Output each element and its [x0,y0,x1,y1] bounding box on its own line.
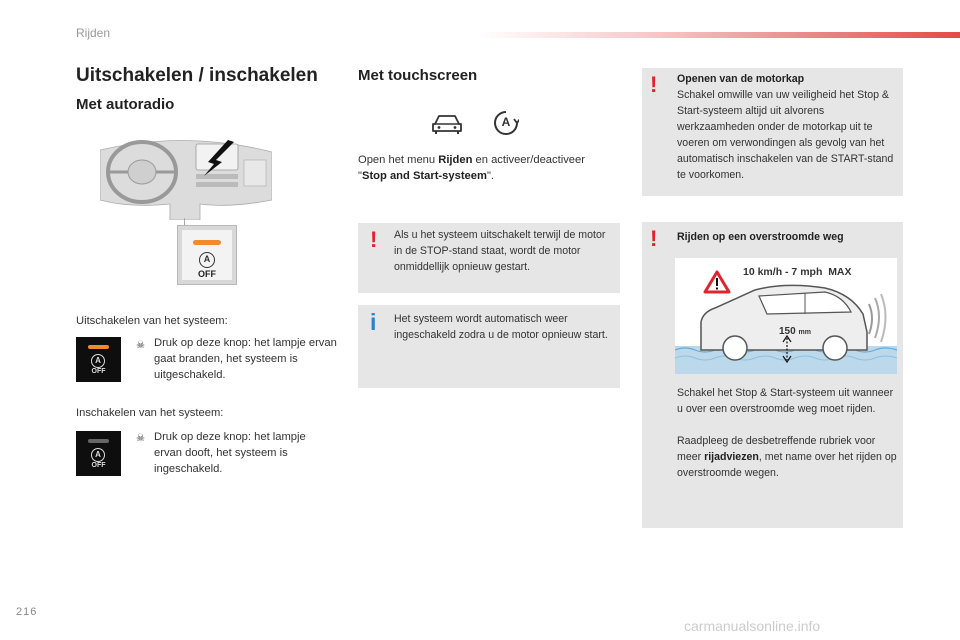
dashboard-illustration [100,130,272,220]
info-box-auto [358,305,620,388]
subtitle-autoradio: Met autoradio [76,96,175,113]
warning-icon: ! [650,226,658,251]
bullet-icon: ☠ [136,340,145,351]
warning-text: Als u het systeem uitschakelt terwijl de motor in de STOP-stand staat, wordt de motor onmiddellijk opnieuw gestart. [394,229,606,273]
header-rule [478,32,960,38]
flood-illustration [675,258,897,374]
indicator-lamp [193,240,221,245]
start-stop-icon: A [91,354,105,368]
start-stop-icon: A [199,252,215,268]
page-title: Uitschakelen / inschakelen [76,65,318,86]
enable-step: Druk op deze knop: het lampje ervan dooft, het systeem is ingeschakeld. [154,431,306,475]
section-header: Rijden [76,26,111,40]
button-image-off [76,431,121,476]
bonnet-title: Openen van de motorkap [677,73,805,85]
warning-icon: ! [650,72,658,97]
warning-box-flood [642,222,903,528]
car-icon [430,112,464,136]
lamp-on [88,345,109,349]
button-image-on [76,337,121,382]
button-closeup [177,225,237,285]
lamp-off [88,439,109,443]
warning-icon: ! [370,227,378,252]
bullet-icon: ☠ [136,433,145,444]
subtitle-touchscreen: Met touchscreen [358,67,478,84]
off-label: OFF [91,462,106,469]
warning-box-restart [358,223,620,293]
disable-step: Druk op deze knop: het lampje ervan gaat branden, het systeem is uitgeschakeld. [154,337,337,381]
disable-intro: Uitschakelen van het systeem: [76,315,228,327]
speed-limit-label: 10 km/h - 7 mph MAX [743,266,852,278]
bonnet-text: Schakel omwille van uw veiligheid het Stop & Start-systeem altijd uit alvorens werkzaamheden onder de motorkap uit te voeren om verwondingen als gevolg van het automatisch inschakelen van de START-stand te voorkomen. [677,89,894,181]
start-stop-icon: A [91,448,105,462]
warning-box-bonnet [642,68,903,196]
flood-text-2: Raadpleeg de desbetreffende rubriek voor meer rijadviezen, met name over het rijden op overstroomde wegen. [677,435,897,479]
start-stop-icon: A [493,110,519,136]
enable-intro: Inschakelen van het systeem: [76,407,224,419]
flood-title: Rijden op een overstroomde weg [677,231,844,243]
depth-label: 150 mm [779,326,811,337]
flood-text-1: Schakel het Stop & Start-systeem uit wanneer u over een overstroomde weg moet rijden. [677,387,894,415]
page-number: 216 [16,606,38,618]
watermark: carmanualsonline.info [684,618,821,634]
info-text: Het systeem wordt automatisch weer ingeschakeld zodra u de motor opnieuw start. [394,313,608,341]
off-label: OFF [91,368,106,375]
off-label: OFF [198,269,216,279]
info-icon: i [370,309,377,335]
menu-instruction: Open het menu Rijden en activeer/deactiveer "Stop and Start-systeem". [358,154,585,182]
